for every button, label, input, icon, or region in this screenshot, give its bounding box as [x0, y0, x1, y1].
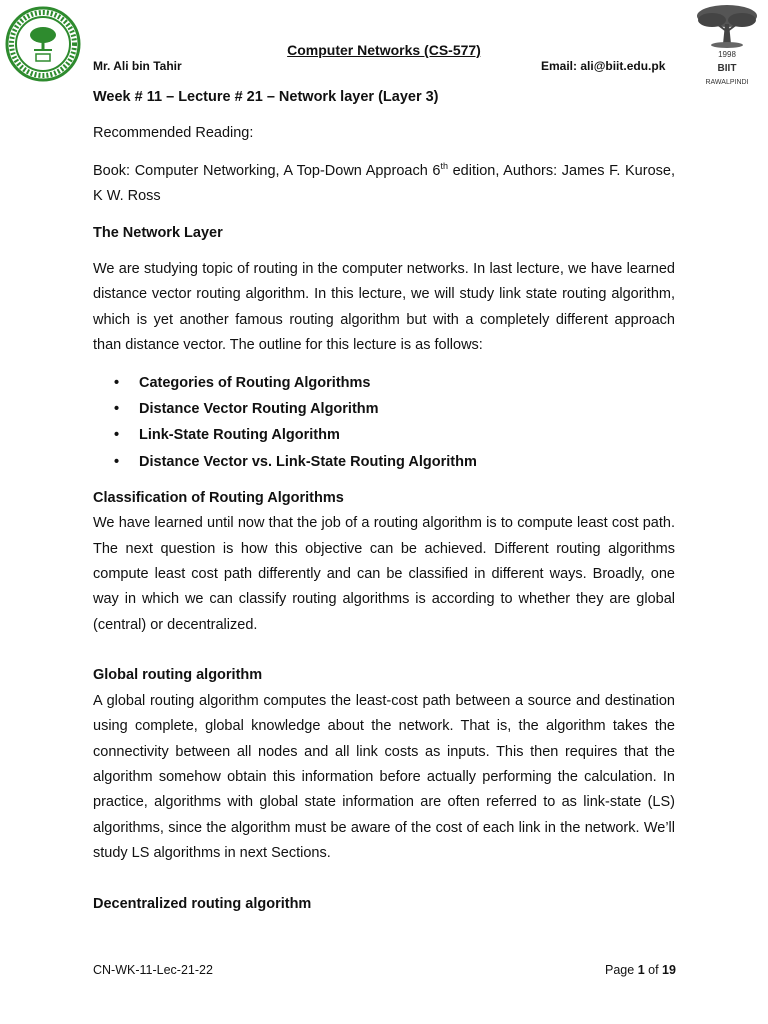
page-content: [93, 85, 675, 917]
lecture-title: Week # 11 – Lecture # 21 – Network layer (Layer 3): [93, 89, 439, 105]
heading-network-layer: The Network Layer: [93, 224, 223, 241]
logo-name: BIIT: [717, 63, 737, 74]
page-number: Page 1 of 19: [605, 963, 676, 977]
book-prefix: Book: Computer Networking, A Top-Down Approach 6: [93, 162, 441, 179]
bullet-icon: •: [114, 400, 120, 417]
document-code: CN-WK-11-Lec-21-22: [93, 963, 213, 977]
logo-year: 1998: [718, 50, 736, 59]
bullet-icon: •: [114, 453, 120, 470]
classification-paragraph: We have learned until now that the job of a routing algorithm is to compute least cost path. The next question is how this objective can be achieved. Different routing algorithms compute least cost path differently and can be classified in different ways. Broadly, one way in which we can classify routing algorithms is according to whether they are global (central) or decentralized.: [93, 515, 675, 633]
instructor-name: Mr. Ali bin Tahir: [93, 59, 182, 73]
list-item: • Distance Vector Routing Algorithm: [93, 396, 675, 422]
list-item: • Distance Vector vs. Link-State Routing Algorithm: [93, 449, 675, 475]
book-edition-sup: th: [440, 160, 448, 171]
intro-paragraph: We are studying topic of routing in the computer networks. In last lecture, we have learned distance vector routing algorithm. In this lecture, we will study link state routing algorithm, which is yet another famous routing algorithm but with a completely different approach than distance vector. The outline for this lecture is as follows:: [93, 261, 675, 354]
reading-label: Recommended Reading:: [93, 125, 254, 142]
logo-city: RAWALPINDI: [705, 79, 749, 86]
list-item: • Link-State Routing Algorithm: [93, 422, 675, 448]
instructor-email: Email: ali@biit.edu.pk: [541, 59, 666, 73]
bullet-icon: •: [114, 374, 120, 391]
heading-classification: Classification of Routing Algorithms: [93, 489, 344, 506]
list-item: • Categories of Routing Algorithms: [93, 370, 675, 396]
bullet-icon: •: [114, 427, 120, 444]
outline-list: [93, 370, 675, 475]
book-reference: [93, 159, 675, 210]
course-title: Computer Networks (CS-577): [287, 42, 481, 58]
heading-decentralized: Decentralized routing algorithm: [93, 895, 312, 912]
global-paragraph: A global routing algorithm computes the least-cost path between a source and destination using complete, global knowledge about the network. That is, the algorithm takes the connectivity between all nodes and all link costs as inputs. This then requires that the algorithm somehow obtain this information before actually performing the calculation. In practice, algorithms with global state information are often referred to as link-state (LS) algorithms, since the algorithm must be aware of the cost of each link in the network. We’ll study LS algorithms in next Sections.: [93, 692, 675, 862]
heading-global: Global routing algorithm: [93, 667, 263, 684]
book-suffix: edition, Authors: James F. Kurose, K W. Ross: [93, 162, 675, 205]
